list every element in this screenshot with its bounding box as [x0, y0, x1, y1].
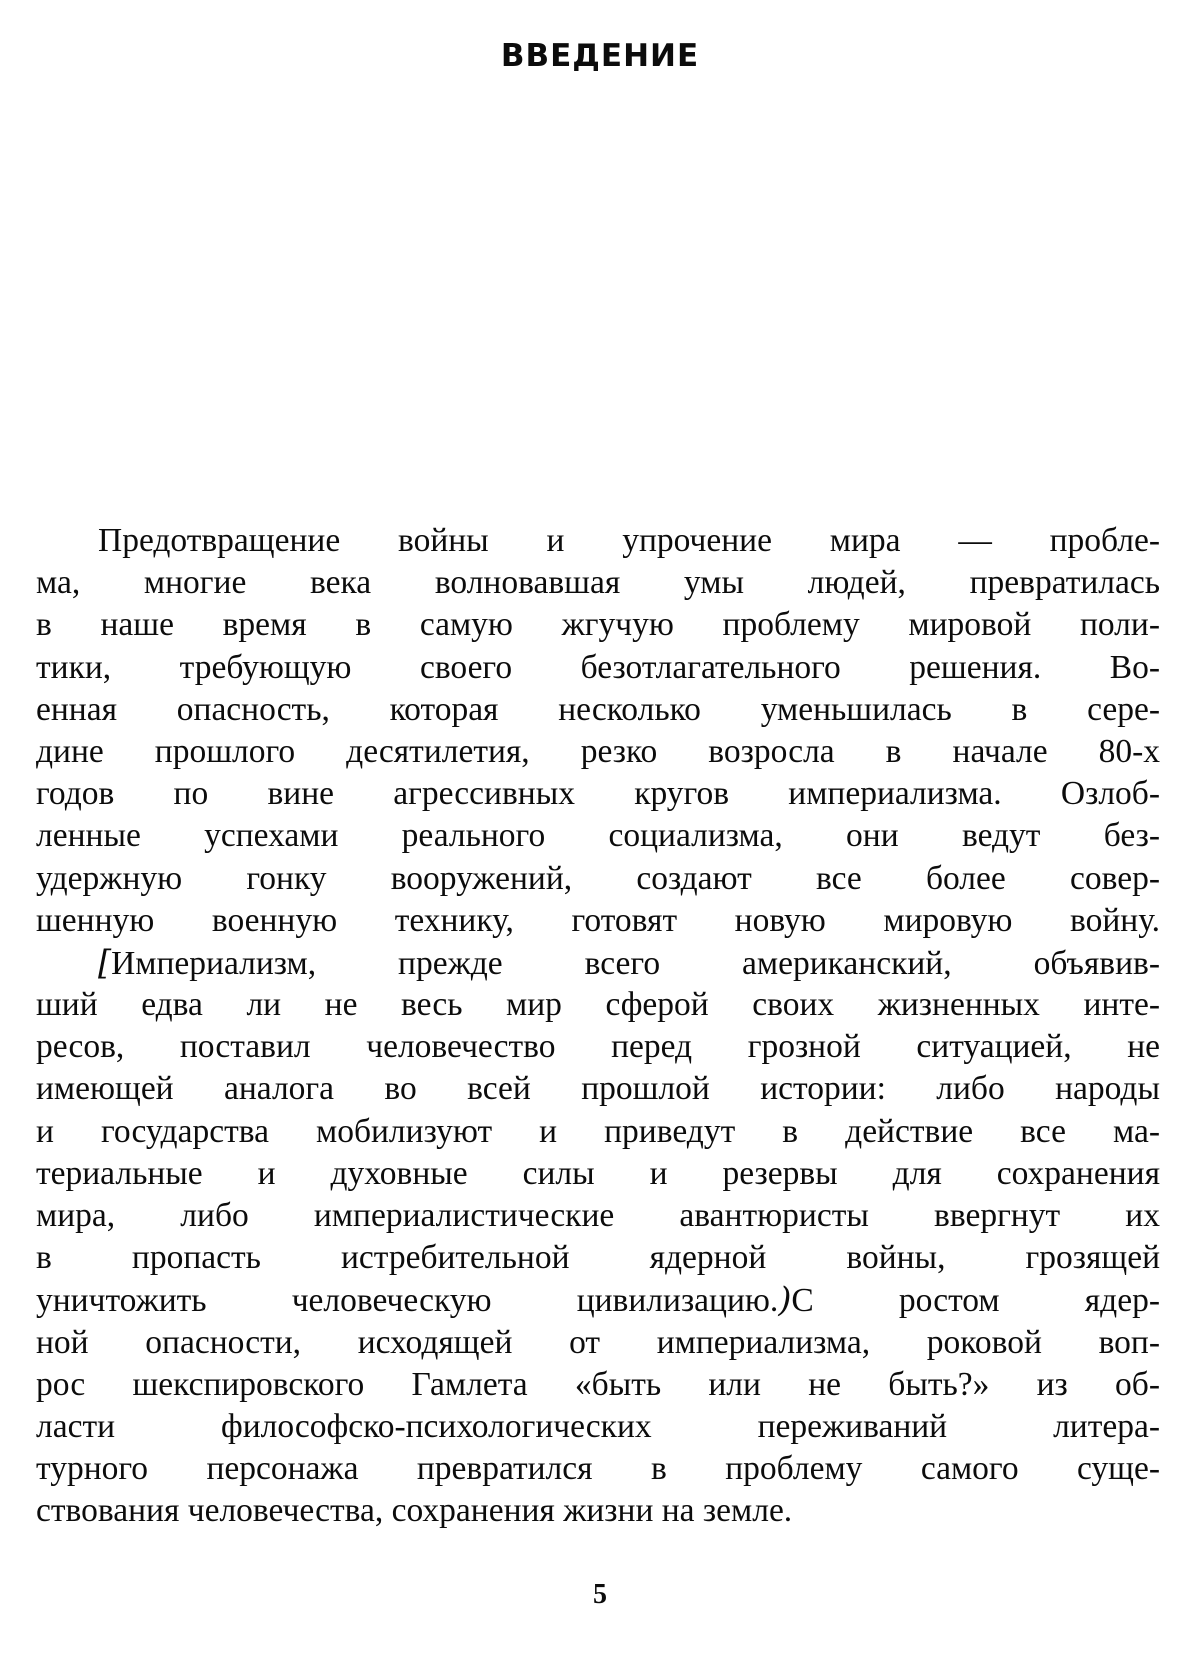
text-line: рос шекспировского Гамлета «быть или не быть?» из об-: [36, 1365, 1160, 1403]
text-line: удержную гонку вооружений, создают все более совер-: [36, 859, 1160, 897]
text-line: дине прошлого десятилетия, резко возросла в начале 80-х: [36, 732, 1160, 770]
body-text: [36, 520, 1160, 1533]
text-line: [36, 1279, 1160, 1321]
text-line: ший едва ли не весь мир сферой своих жизненных инте-: [36, 986, 1160, 1024]
text-line: шенную военную технику, готовят новую мировую войну.: [36, 901, 1160, 939]
text-line: в пропасть истребительной ядерной войны, грозящей: [36, 1239, 1160, 1277]
text-line: в наше время в самую жгучую проблему мировой поли-: [36, 606, 1160, 644]
text-line: ной опасности, исходящей от империализма, роковой воп-: [36, 1323, 1160, 1361]
text-line: териальные и духовные силы и резервы для сохранения: [36, 1154, 1160, 1192]
text-line: турного персонажа превратился в проблему самого суще-: [36, 1450, 1160, 1488]
text-line: тики, требующую своего безотлагательного решения. Во-: [36, 648, 1160, 686]
text-line: ствования человечества, сохранения жизни на земле.: [36, 1492, 793, 1530]
text-line: имеющей аналога во всей прошлой истории: либо народы: [36, 1070, 1160, 1108]
text-line: енная опасность, которая несколько уменьшилась в сере-: [36, 690, 1160, 728]
text-line: ленные успехами реального социализма, они ведут без-: [36, 817, 1160, 855]
text-line: мира, либо империалистические авантюристы ввергнут их: [36, 1197, 1160, 1234]
text-line-content: уничтожить человеческую цивилизацию.: [36, 1282, 779, 1320]
text-line: Предотвращение войны и упрочение мира — пробле-: [98, 522, 1160, 559]
text-line: [36, 942, 1160, 984]
text-line: ресов, поставил человечество перед грозной ситуацией, не: [36, 1028, 1160, 1066]
margin-bracket-mark: [: [98, 942, 112, 982]
chapter-heading: ВВЕДЕНИЕ: [500, 38, 700, 74]
margin-bracket-mark: ): [778, 1280, 792, 1320]
page-number: 5: [593, 1579, 607, 1610]
text-line-content: Империализм, прежде всего американский, объявив-: [111, 944, 1160, 982]
text-line-content: С ростом ядер-: [791, 1282, 1160, 1320]
text-line: годов по вине агрессивных кругов империализма. Озлоб-: [36, 775, 1160, 813]
text-line: ма, многие века волновавшая умы людей, превратилась: [36, 564, 1160, 602]
text-line: и государства мобилизуют и приведут в действие все ма-: [36, 1112, 1160, 1150]
text-line: ласти философско-психологических переживаний литера-: [36, 1407, 1160, 1445]
